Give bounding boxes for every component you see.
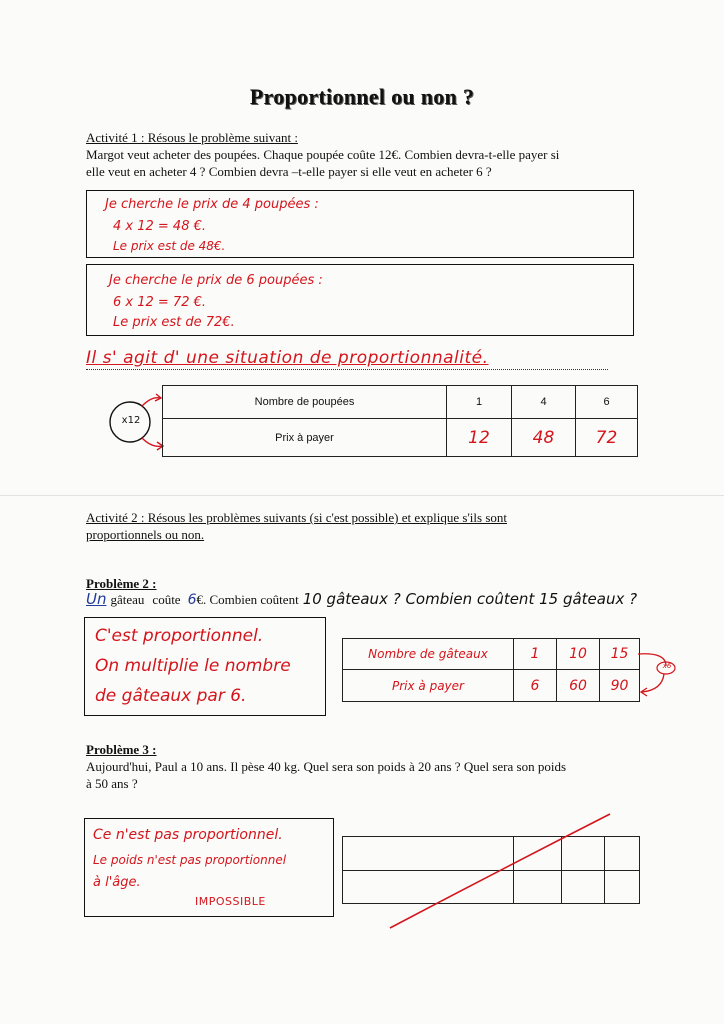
table-cell: 60 [557, 670, 600, 702]
dotted-line [86, 369, 608, 370]
row-label: Nombre de gâteaux [343, 639, 514, 670]
activite2-heading-line2: proportionnels ou non. [86, 527, 205, 542]
table-cell: 48 [512, 419, 576, 457]
probleme3-answer-box [84, 818, 334, 917]
table-cell: 72 [576, 419, 638, 457]
p2-answer-line3: de gâteaux par 6. [95, 686, 247, 706]
row-label: Prix à payer [343, 670, 514, 702]
answer-box-2 [86, 264, 634, 336]
poupees-table [162, 385, 638, 457]
x12-label: x12 [121, 415, 141, 426]
hand-un: Un [86, 590, 107, 608]
probleme2-answer-box [84, 617, 326, 716]
table-row [163, 386, 638, 419]
p2-answer-line2: On multiplie le nombre [95, 656, 291, 676]
fold-line [0, 495, 724, 496]
table-row [163, 419, 638, 457]
table-cell: 12 [447, 419, 512, 457]
page-title: Proportionnel ou non ? [249, 84, 475, 109]
answer1-line2: 4 x 12 = 48 €. [113, 219, 207, 234]
table-row [343, 670, 640, 702]
answer2-line1: Je cherche le prix de 6 poupées : [109, 273, 323, 288]
p3-impossible: IMPOSSIBLE [195, 895, 266, 908]
table-cell: 10 [557, 639, 600, 670]
activite1-text-line2: elle veut en acheter 4 ? Combien devra –t-elle payer si elle veut en acheter 6 ? [86, 164, 492, 179]
p3-answer-line1: Ce n'est pas proportionnel. [93, 827, 283, 843]
answer2-line3: Le prix est de 72€. [113, 315, 235, 330]
probleme3-text-line2: à 50 ans ? [86, 776, 138, 791]
probleme3-heading: Problème 3 : [86, 742, 157, 757]
conclusion-text: Il s' agit d' une situation de proportionnalité. [86, 348, 489, 368]
gateaux-table [342, 638, 640, 702]
activite1-heading: Activité 1 : Résous le problème suivant : [86, 130, 298, 145]
table-cell: 15 [600, 639, 640, 670]
print-rest: €. Combien coûtent [196, 592, 299, 607]
p2-answer-line1: C'est proportionnel. [95, 626, 264, 646]
answer-box-1 [86, 190, 634, 258]
probleme3-text-line1: Aujourd'hui, Paul a 10 ans. Il pèse 40 kg. Quel sera son poids à 20 ans ? Quel sera son poids [86, 759, 567, 774]
p3-answer-line2: Le poids n'est pas proportionnel [93, 853, 287, 867]
row-label: Nombre de poupées [163, 386, 447, 419]
table-cell: 1 [447, 386, 512, 419]
hand-six: 6 [187, 592, 197, 608]
activite2-heading-line1: Activité 2 : Résous les problèmes suivants (si c'est possible) et explique s'ils sont [86, 510, 507, 525]
row-label: Prix à payer [163, 419, 447, 457]
activite1-text-line1: Margot veut acheter des poupées. Chaque poupée coûte 12€. Combien devra-t-elle payer si [86, 147, 560, 162]
p3-answer-line3: à l'âge. [93, 875, 141, 890]
print-gateau: gâteau [110, 592, 145, 607]
table-cell: 6 [576, 386, 638, 419]
answer2-line2: 6 x 12 = 72 €. [113, 295, 207, 310]
answer1-line3: Le prix est de 48€. [113, 239, 226, 253]
table-row [343, 639, 640, 670]
probleme2-statement [86, 590, 637, 609]
x6-arrow-annotation [636, 648, 682, 698]
table-cell: 4 [512, 386, 576, 419]
probleme2-heading: Problème 2 : [86, 576, 157, 591]
table-cell: 1 [514, 639, 557, 670]
table-cell: 90 [600, 670, 640, 702]
x6-label: x6 [662, 662, 672, 670]
hand-question: 10 gâteaux ? Combien coûtent 15 gâteaux ? [302, 590, 638, 608]
table-cell: 6 [514, 670, 557, 702]
strike-line [380, 810, 620, 935]
print-coute: coûte [152, 592, 181, 607]
answer1-line1: Je cherche le prix de 4 poupées : [105, 197, 319, 212]
